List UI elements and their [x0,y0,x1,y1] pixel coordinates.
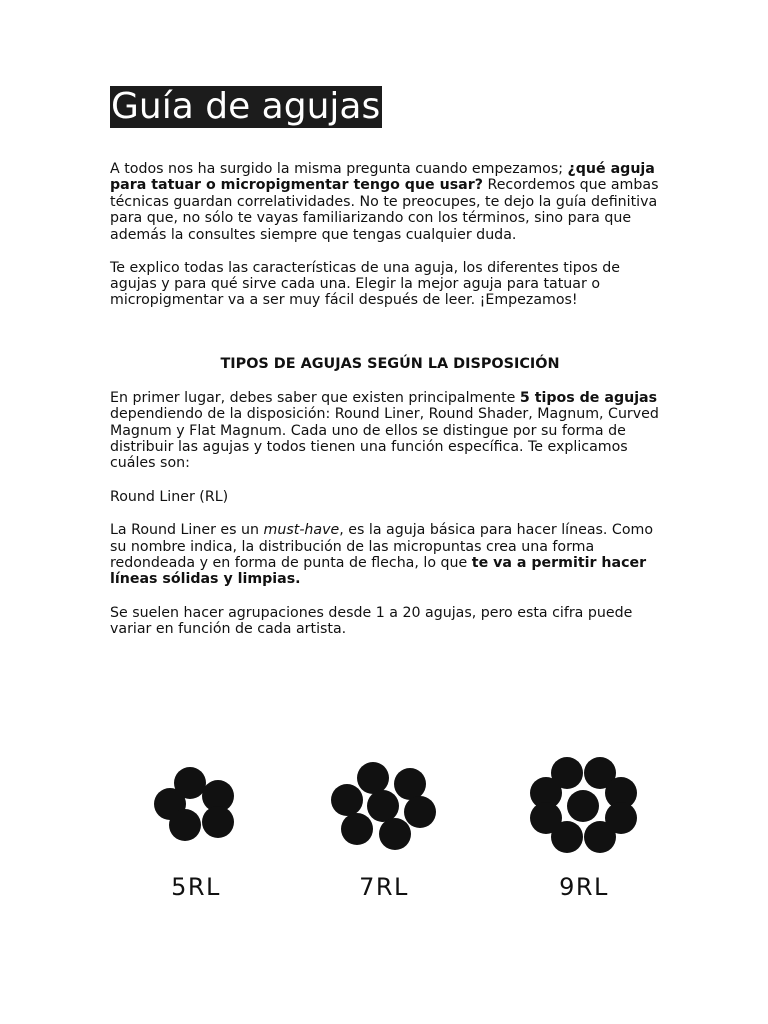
needle-dot [551,821,583,853]
needle-dot [169,809,201,841]
needle-dot [404,796,436,828]
needle-dot [202,806,234,838]
types-count: 5 tipos de agujas [519,389,658,406]
intro-question: ¿qué aguja para tatuar o micropigmentar tengo que usar? [110,161,655,194]
round-liner-text-1: La Round Liner es un [110,522,264,539]
needle-dot [341,813,373,845]
intro-text-2: Recordemos que ambas técnicas guardan correlatividades. No te preocupes, te dejo la guía definitiva para que, no sólo te vayas familiarizando con los términos, sino para que además la consultes siempre que tengas cualquier duda. [110,177,659,243]
needle-group-5rl [154,767,234,901]
types-text-2: dependiendo de la disposición: Round Liner, Round Shader, Magnum, Curved Magnum y Flat Magnum. Cada uno de ellos se distingue por su forma de distribuir las agujas y todos tienen una función específica. Te explicamos cuáles son: [110,406,659,472]
intro-text-1: A todos nos ha surgido la misma pregunta cuando empezamos; [110,161,568,177]
needle-group-9rl [530,757,637,901]
grouping-paragraph: Se suelen hacer agrupaciones desde 1 a 20 agujas, pero esta cifra puede variar en función de cada artista. [110,604,633,638]
needle-dot [367,790,399,822]
types-text-1: En primer lugar, debes saber que existen principalmente [110,389,520,406]
needle-group-7rl [331,762,436,901]
must-have-term: must-have [263,522,340,539]
section-heading: TIPOS DE AGUJAS SEGÚN LA DISPOSICIÓN [220,355,560,372]
round-liner-heading: Round Liner (RL) [110,488,229,505]
needle-dot [394,768,426,800]
needle-dot [379,818,411,850]
label-5rl: 5RL [171,873,221,901]
round-liner-text-2: , es la aguja básica para hacer líneas. Como su nombre indica, la distribución de las micropuntas crea una forma redondeada y en forma de punta de flecha, lo que [110,522,654,571]
needle-dot [584,821,616,853]
needle-configuration-diagram [0,750,768,910]
types-paragraph [110,390,670,472]
needle-dot [357,762,389,794]
page-title: Guía de agujas [111,86,381,127]
label-7rl: 7RL [359,873,409,901]
document-body [110,86,670,638]
needle-dot [567,790,599,822]
needle-dot [331,784,363,816]
label-9rl: 9RL [559,873,609,901]
needle-configuration-svg [0,750,768,910]
intro-paragraph [110,161,670,243]
round-liner-paragraph [110,522,670,588]
round-liner-emphasis: te va a permitir hacer líneas sólidas y limpias. [110,555,647,588]
explain-paragraph: Te explico todas las características de una aguja, los diferentes tipos de agujas y para qué sirve cada una. Elegir la mejor aguja para tatuar o micropigmentar va a ser muy fácil después de leer. ¡Empezamos! [110,259,621,309]
